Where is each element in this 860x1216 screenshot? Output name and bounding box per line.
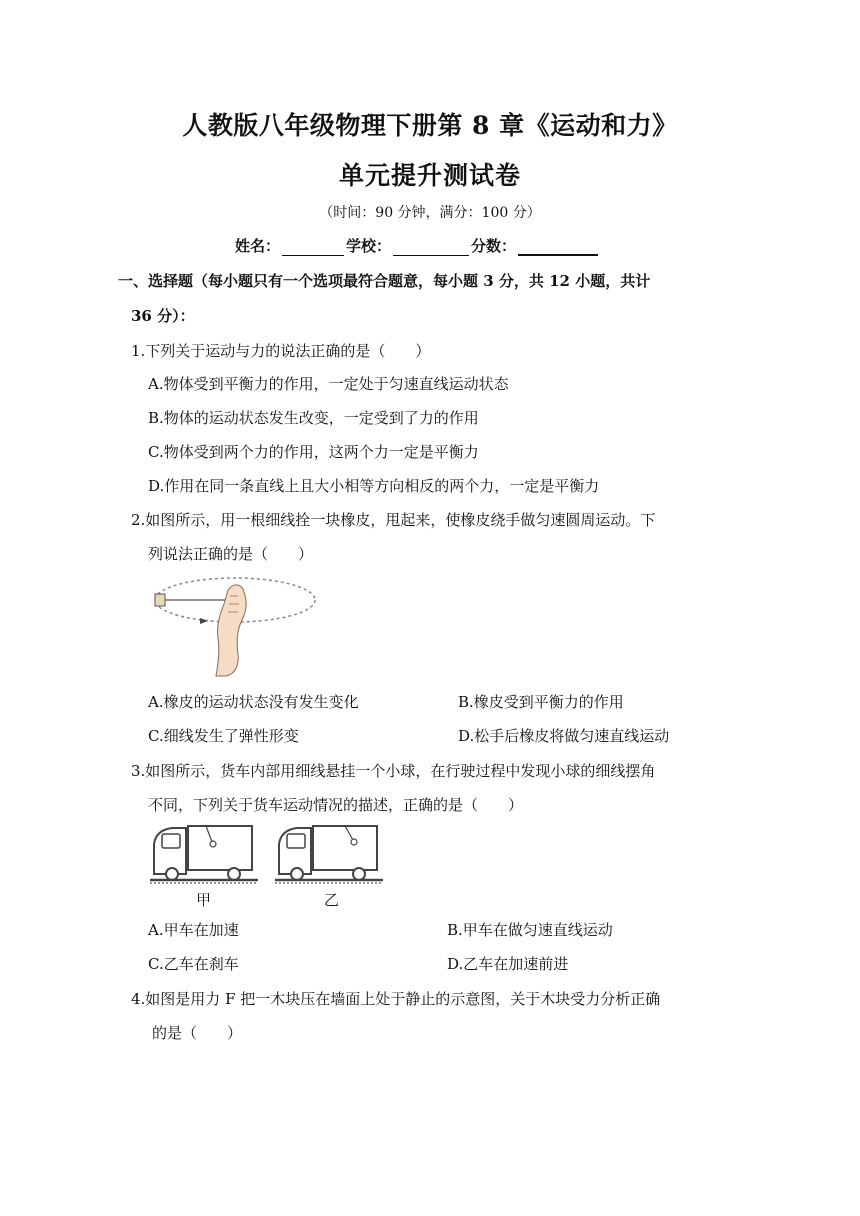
question-4-stem: 4.如图是用力 F 把一木块压在墙面上处于静止的示意图，关于木块受力分析正确: [131, 990, 661, 1008]
question-1-stem: 1.下列关于运动与力的说法正确的是（ ）: [131, 342, 431, 360]
truck-cargo-box: [188, 826, 252, 870]
score-blank[interactable]: [518, 240, 598, 256]
pendulum-ball: [351, 839, 357, 845]
q1-option-a[interactable]: A.物体受到平衡力的作用，一定处于匀速直线运动状态: [148, 375, 509, 393]
page-title: 人教版八年级物理下册第 8 章《运动和力》: [182, 111, 678, 140]
time-info: （时间：90 分钟，满分：100 分）: [319, 205, 541, 221]
eraser-circular-motion-figure: [150, 574, 320, 678]
question-2-stem-cont: 列说法正确的是（ ）: [148, 545, 314, 563]
q3-option-c[interactable]: C.乙车在刹车: [148, 955, 239, 973]
figure-label-jia: 甲: [196, 891, 212, 909]
figure-label-yi: 乙: [324, 891, 340, 909]
q2-option-d[interactable]: D.松手后橡皮将做匀速直线运动: [458, 727, 670, 745]
front-wheel: [291, 868, 303, 880]
front-wheel: [166, 868, 178, 880]
truck-jia-figure: [150, 822, 260, 884]
name-label: 姓名：: [235, 237, 281, 255]
cab-window: [162, 834, 180, 848]
truck-yi-figure: [275, 822, 385, 884]
q1-option-c[interactable]: C.物体受到两个力的作用，这两个力一定是平衡力: [148, 443, 479, 461]
question-4-stem-cont: 的是（ ）: [152, 1024, 243, 1042]
eraser: [155, 594, 165, 606]
school-label: 学校：: [346, 237, 392, 255]
question-3-stem: 3.如图所示，货车内部用细线悬挂一个小球，在行驶过程中发现小球的细线摆角: [131, 762, 656, 780]
page-subtitle: 单元提升测试卷: [338, 161, 521, 190]
pendulum-ball: [210, 841, 216, 847]
q2-option-a[interactable]: A.橡皮的运动状态没有发生变化: [148, 693, 359, 711]
q2-option-b[interactable]: B.橡皮受到平衡力的作用: [458, 693, 624, 711]
truck-cargo-box: [313, 826, 377, 870]
q3-option-a[interactable]: A.甲车在加速: [148, 921, 239, 939]
school-blank[interactable]: [393, 241, 469, 256]
question-3-stem-cont: 不同，下列关于货车运动情况的描述，正确的是（ ）: [148, 796, 524, 814]
q1-option-d[interactable]: D.作用在同一条直线上且大小相等方向相反的两个力，一定是平衡力: [148, 477, 600, 495]
hand: [216, 585, 246, 676]
section-heading-cont: 36 分）：: [131, 307, 195, 325]
rear-wheel: [228, 868, 240, 880]
question-2-stem: 2.如图所示，用一根细线拴一块橡皮，甩起来，使橡皮绕手做匀速圆周运动。下: [131, 511, 656, 529]
rear-wheel: [353, 868, 365, 880]
cab-window: [287, 834, 305, 848]
score-label: 分数：: [471, 237, 517, 255]
section-heading: 一、选择题（每小题只有一个选项最符合题意，每小题 3 分，共 12 小题，共计: [118, 272, 651, 290]
q3-option-b[interactable]: B.甲车在做匀速直线运动: [447, 921, 613, 939]
name-blank[interactable]: [282, 241, 344, 256]
q1-option-b[interactable]: B.物体的运动状态发生改变，一定受到了力的作用: [148, 409, 479, 427]
motion-arrow: [200, 618, 208, 624]
student-info-row: [235, 235, 600, 256]
q3-option-d[interactable]: D.乙车在加速前进: [447, 955, 569, 973]
q2-option-c[interactable]: C.细线发生了弹性形变: [148, 727, 299, 745]
